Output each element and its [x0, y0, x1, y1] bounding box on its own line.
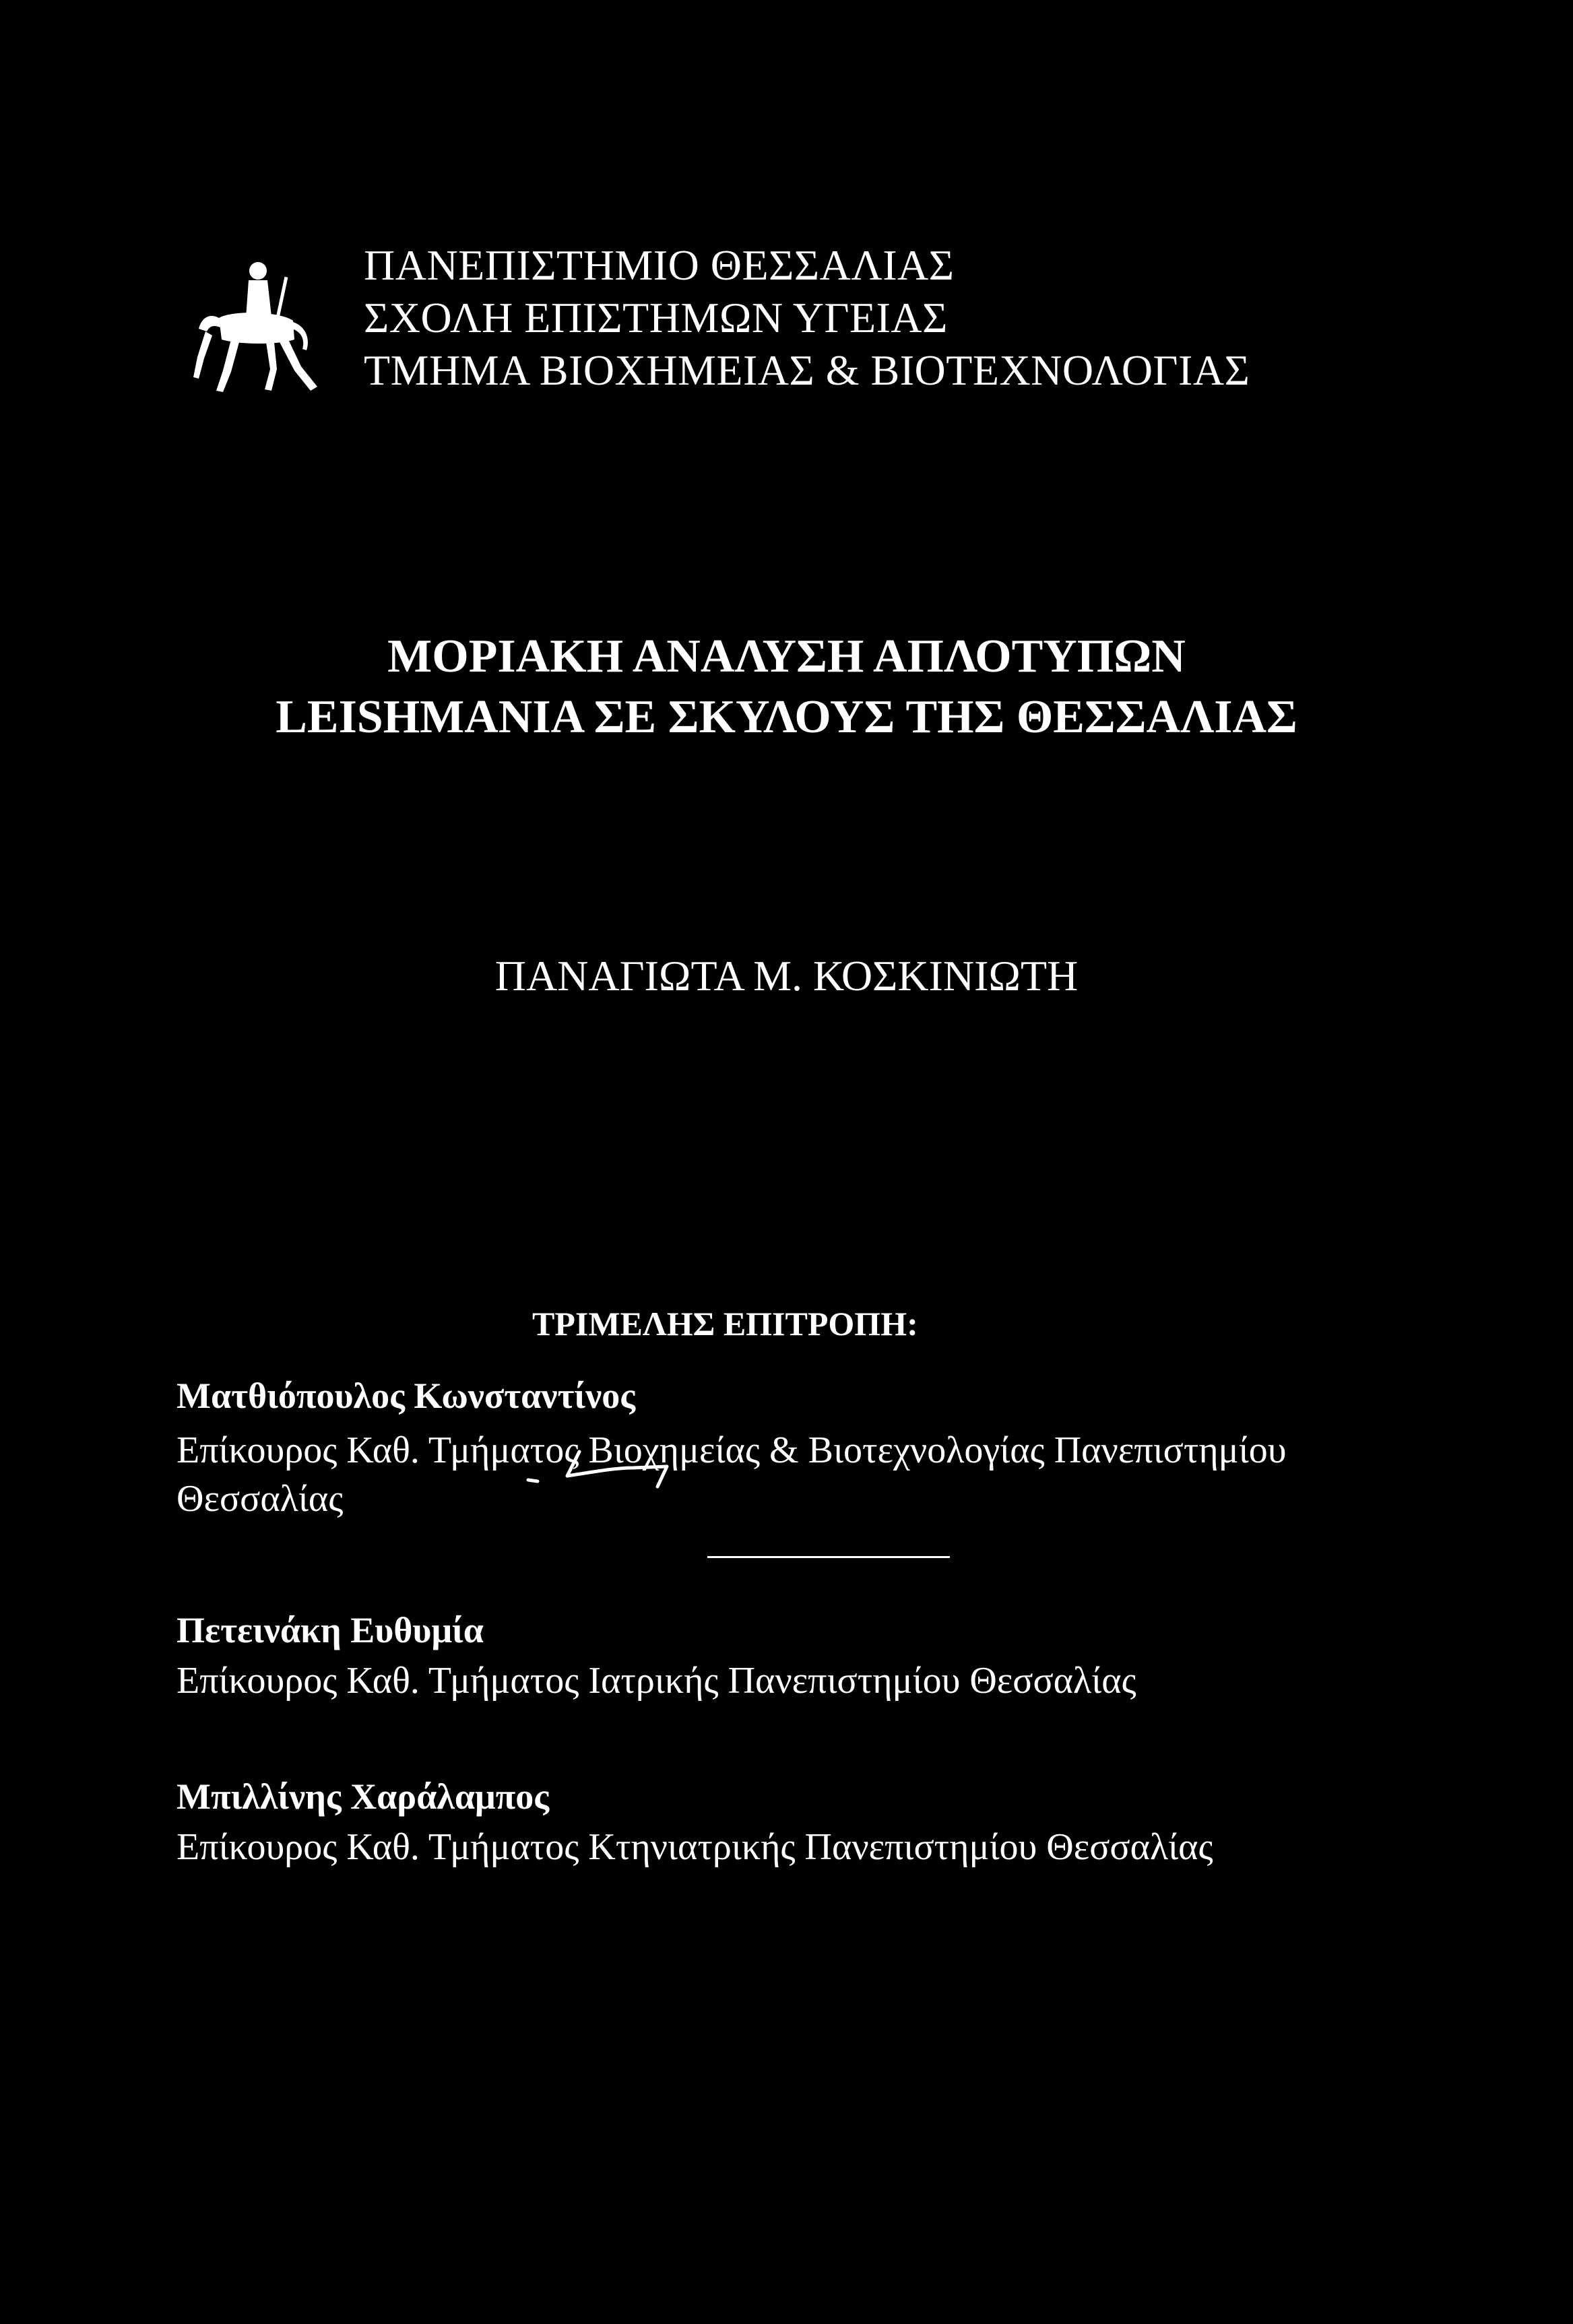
member-role-1-cont: Θεσσαλίας [176, 1478, 344, 1520]
signature-mark [525, 1438, 707, 1492]
university-name: ΠΑΝΕΠΙΣΤΗΜΙΟ ΘΕΣΣΑΛΙΑΣ [364, 241, 955, 289]
signature-line [707, 1556, 950, 1558]
centaur-logo-icon [192, 256, 320, 397]
department-name: ΤΜΗΜΑ ΒΙΟΧΗΜΕΙΑΣ & ΒΙΟΤΕΧΝΟΛΟΓΙΑΣ [364, 346, 1250, 394]
member-name-2: Πετεινάκη Ευθυμία [176, 1610, 484, 1650]
title-line-2: LEISHMANIA ΣΕ ΣΚΥΛΟΥΣ ΤΗΣ ΘΕΣΣΑΛΙΑΣ [276, 691, 1297, 743]
member-role-2: Επίκουρος Καθ. Τμήματος Ιατρικής Πανεπιστημίου Θεσσαλίας [176, 1660, 1136, 1702]
institution-header [364, 239, 1250, 397]
member-role-3: Επίκουρος Καθ. Τμήματος Κτηνιατρικής Πανεπιστημίου Θεσσαλίας [176, 1826, 1213, 1868]
school-name: ΣΧΟΛΗ ΕΠΙΣΤΗΜΩΝ ΥΓΕΙΑΣ [364, 294, 948, 342]
thesis-title [0, 626, 1573, 748]
author-name: ΠΑΝΑΓΙΩΤΑ Μ. ΚΟΣΚΙΝΙΩΤΗ [494, 952, 1079, 1000]
member-name-1: Ματθιόπουλος Κωνσταντίνος [176, 1376, 635, 1416]
committee-heading: ΤΡΙΜΕΛΗΣ ΕΠΙΤΡΟΠΗ: [532, 1305, 918, 1343]
member-name-3: Μπιλλίνης Χαράλαμπος [176, 1776, 549, 1817]
title-line-1: ΜΟΡΙΑΚΗ ΑΝΑΛΥΣΗ ΑΠΛΟΤΥΠΩΝ [387, 631, 1186, 682]
member-role-1: Επίκουρος Καθ. Τμήματος Βιοχημείας & Βιοτεχνολογίας Πανεπιστημίου [176, 1429, 1287, 1471]
